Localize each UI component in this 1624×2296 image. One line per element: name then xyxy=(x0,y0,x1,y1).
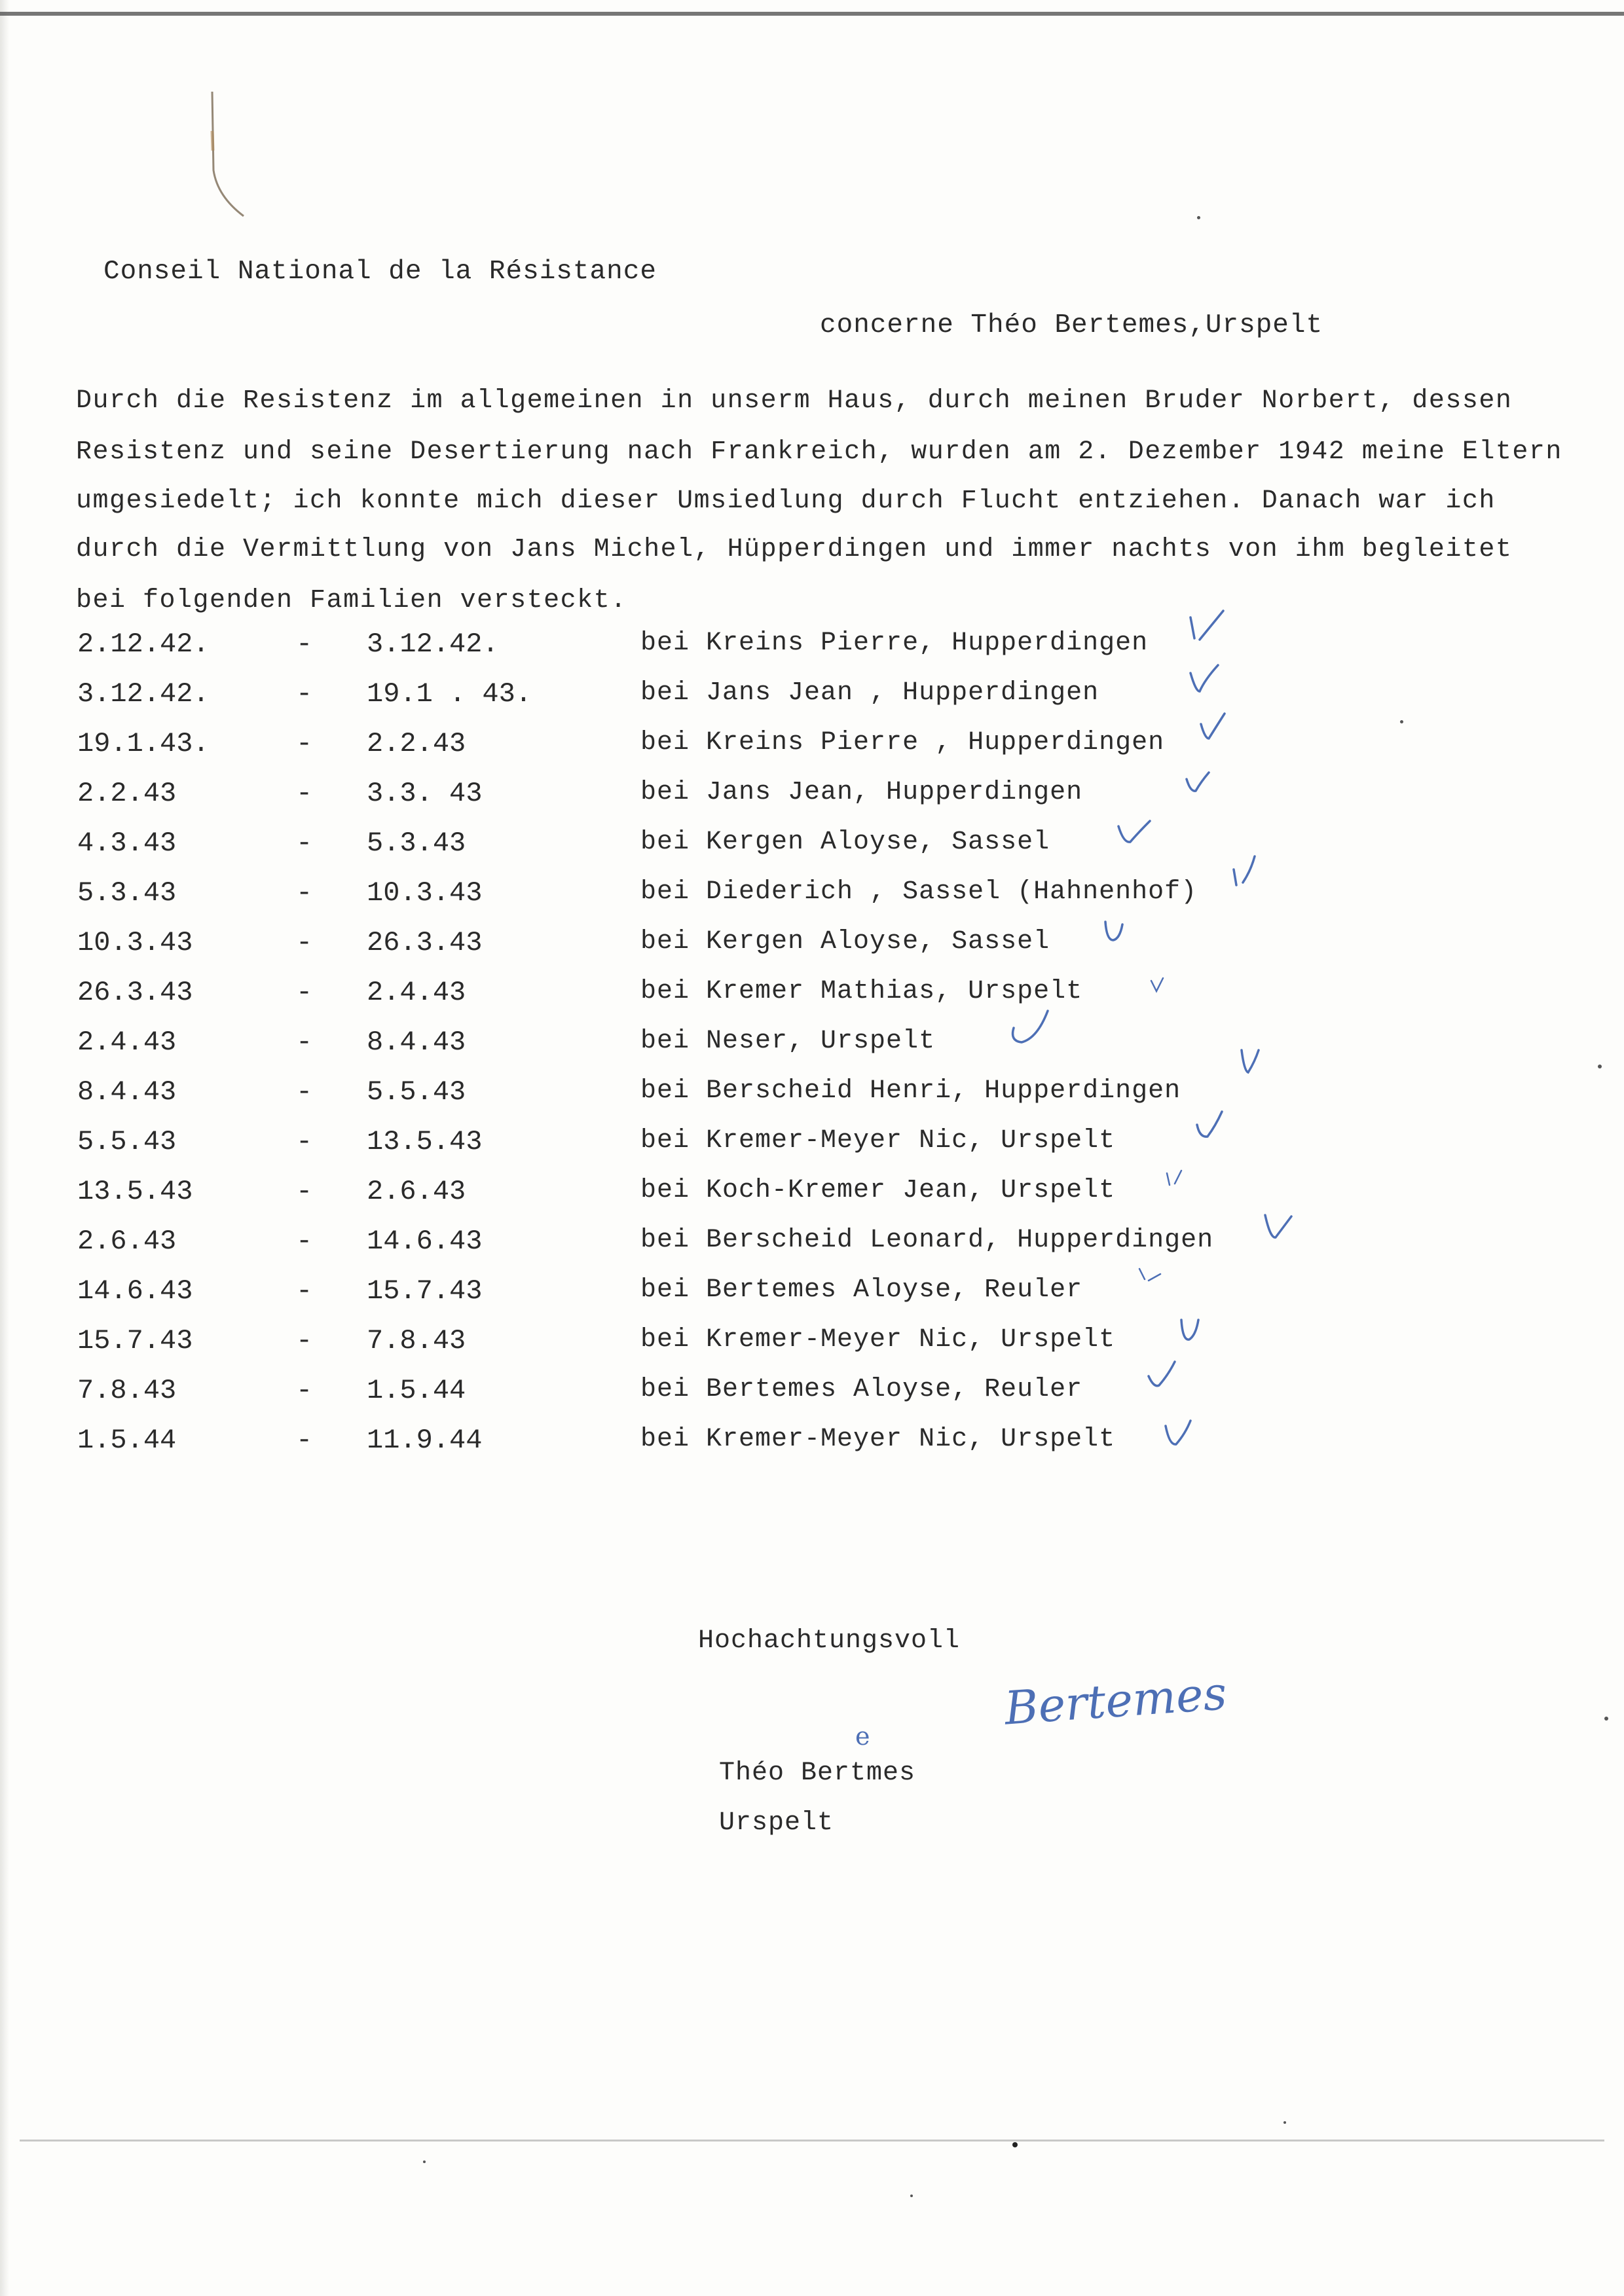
body-line-5: bei folgenden Familien versteckt. xyxy=(76,586,627,615)
subject-line: concerne Théo Bertemes,Urspelt xyxy=(820,310,1323,340)
date-separator: - xyxy=(296,1126,313,1157)
host-family: bei Kremer-Meyer Nic, Urspelt xyxy=(640,1325,1116,1355)
date-to: 3.12.42. xyxy=(367,629,499,660)
check-mark-icon xyxy=(1145,1357,1184,1396)
date-to: 14.6.43 xyxy=(367,1226,483,1257)
date-separator: - xyxy=(296,977,313,1008)
date-separator: - xyxy=(296,927,313,958)
host-family: bei Kergen Aloyse, Sassel xyxy=(640,927,1050,957)
host-family: bei Jans Jean, Hupperdingen xyxy=(640,778,1083,807)
date-separator: - xyxy=(296,828,313,859)
check-mark-icon xyxy=(1160,1414,1200,1453)
host-family: bei Diederich , Sassel (Hahnenhof) xyxy=(640,877,1198,907)
date-to: 1.5.44 xyxy=(367,1375,466,1406)
date-from: 2.4.43 xyxy=(77,1027,177,1058)
check-mark-icon xyxy=(1134,1264,1173,1290)
date-separator: - xyxy=(296,877,313,909)
date-to: 13.5.43 xyxy=(367,1126,483,1157)
host-family: bei Bertemes Aloyse, Reuler xyxy=(640,1275,1083,1305)
host-family: bei Neser, Urspelt xyxy=(640,1027,936,1056)
pencil-mark xyxy=(204,92,257,223)
body-line-2: Resistenz und seine Desertierung nach Frankreich, wurden am 2. Dezember 1942 meine Eltern xyxy=(76,437,1562,467)
check-mark-icon xyxy=(1236,1045,1269,1084)
host-family: bei Kremer-Meyer Nic, Urspelt xyxy=(640,1126,1116,1156)
date-to: 3.3. 43 xyxy=(367,778,483,809)
date-separator: - xyxy=(296,1275,313,1307)
date-separator: - xyxy=(296,629,313,660)
host-family: bei Kreins Pierre , Hupperdingen xyxy=(640,728,1165,757)
host-family: bei Kremer-Meyer Nic, Urspelt xyxy=(640,1425,1116,1454)
date-separator: - xyxy=(296,1425,313,1456)
date-from: 2.2.43 xyxy=(77,778,177,809)
date-separator: - xyxy=(296,1226,313,1257)
check-mark-icon xyxy=(1185,606,1231,651)
date-to: 2.2.43 xyxy=(367,728,466,759)
host-family: bei Jans Jean , Hupperdingen xyxy=(640,678,1099,708)
date-from: 8.4.43 xyxy=(77,1076,177,1108)
date-from: 15.7.43 xyxy=(77,1325,193,1357)
scan-speck xyxy=(423,2160,426,2163)
date-to: 15.7.43 xyxy=(367,1275,483,1307)
date-to: 11.9.44 xyxy=(367,1425,483,1456)
host-family: bei Kreins Pierre, Hupperdingen xyxy=(640,629,1149,658)
check-mark-icon xyxy=(1183,766,1222,799)
date-separator: - xyxy=(296,1027,313,1058)
check-mark-icon xyxy=(1146,974,1172,1000)
host-family: bei Kergen Aloyse, Sassel xyxy=(640,828,1050,857)
handwritten-signature xyxy=(1002,1663,1303,1741)
check-mark-icon xyxy=(1185,660,1225,699)
check-mark-icon xyxy=(1002,1006,1061,1051)
handwritten-correction: e xyxy=(855,1722,871,1751)
host-family: bei Kremer Mathias, Urspelt xyxy=(640,977,1083,1006)
scan-edge-shadow xyxy=(0,0,9,2296)
date-from: 5.3.43 xyxy=(77,877,177,909)
host-family: bei Bertemes Aloyse, Reuler xyxy=(640,1375,1083,1404)
host-family: bei Berscheid Leonard, Hupperdingen xyxy=(640,1226,1214,1255)
scan-bottom-edge xyxy=(20,2140,1604,2141)
addressee: Conseil National de la Résistance xyxy=(103,257,657,287)
closing-formula: Hochachtungsvoll xyxy=(698,1626,961,1656)
host-family: bei Berscheid Henri, Hupperdingen xyxy=(640,1076,1181,1106)
scan-speck xyxy=(1197,216,1200,219)
scan-speck xyxy=(1012,2142,1018,2147)
check-mark-icon xyxy=(1261,1209,1301,1248)
date-from: 19.1.43. xyxy=(77,728,210,759)
date-to: 5.5.43 xyxy=(367,1076,466,1108)
date-to: 19.1 . 43. xyxy=(367,678,532,710)
check-mark-icon xyxy=(1162,1164,1194,1197)
body-line-4: durch die Vermittlung von Jans Michel, Hüpperdingen und immer nachts von ihm begleitet xyxy=(76,535,1513,564)
sender-name: Théo Bertmes xyxy=(719,1758,916,1788)
check-mark-icon xyxy=(1113,813,1159,852)
check-mark-icon xyxy=(1196,708,1235,748)
date-separator: - xyxy=(296,1076,313,1108)
body-line-1: Durch die Resistenz im allgemeinen in unserm Haus, durch meinen Bruder Norbert, dessen xyxy=(76,386,1513,416)
date-from: 13.5.43 xyxy=(77,1176,193,1207)
date-separator: - xyxy=(296,728,313,759)
date-to: 2.6.43 xyxy=(367,1176,466,1207)
check-mark-icon xyxy=(1228,851,1268,897)
date-from: 4.3.43 xyxy=(77,828,177,859)
date-separator: - xyxy=(296,1176,313,1207)
scan-speck xyxy=(1283,2121,1286,2124)
scan-speck xyxy=(1604,1717,1608,1721)
date-to: 2.4.43 xyxy=(367,977,466,1008)
date-from: 10.3.43 xyxy=(77,927,193,958)
date-separator: - xyxy=(296,1325,313,1357)
host-family: bei Koch-Kremer Jean, Urspelt xyxy=(640,1176,1116,1205)
date-from: 7.8.43 xyxy=(77,1375,177,1406)
check-mark-icon xyxy=(1192,1106,1231,1146)
sender-place: Urspelt xyxy=(719,1808,834,1838)
date-from: 3.12.42. xyxy=(77,678,210,710)
date-from: 14.6.43 xyxy=(77,1275,193,1307)
date-to: 8.4.43 xyxy=(367,1027,466,1058)
scan-speck xyxy=(1400,720,1403,723)
date-to: 26.3.43 xyxy=(367,927,483,958)
date-from: 2.12.42. xyxy=(77,629,210,660)
date-from: 26.3.43 xyxy=(77,977,193,1008)
date-from: 2.6.43 xyxy=(77,1226,177,1257)
date-to: 10.3.43 xyxy=(367,877,483,909)
date-separator: - xyxy=(296,1375,313,1406)
date-to: 5.3.43 xyxy=(367,828,466,859)
date-from: 1.5.44 xyxy=(77,1425,177,1456)
signature-text: Bertemes xyxy=(1003,1666,1228,1736)
date-to: 7.8.43 xyxy=(367,1325,466,1357)
date-from: 5.5.43 xyxy=(77,1126,177,1157)
check-mark-icon xyxy=(1176,1312,1209,1351)
check-mark-icon xyxy=(1100,915,1133,948)
body-line-3: umgesiedelt; ich konnte mich dieser Umsiedlung durch Flucht entziehen. Danach war ich xyxy=(76,486,1496,516)
scan-speck xyxy=(1598,1065,1602,1068)
scan-top-edge xyxy=(0,12,1624,16)
date-separator: - xyxy=(296,778,313,809)
scan-speck xyxy=(910,2195,913,2197)
date-separator: - xyxy=(296,678,313,710)
